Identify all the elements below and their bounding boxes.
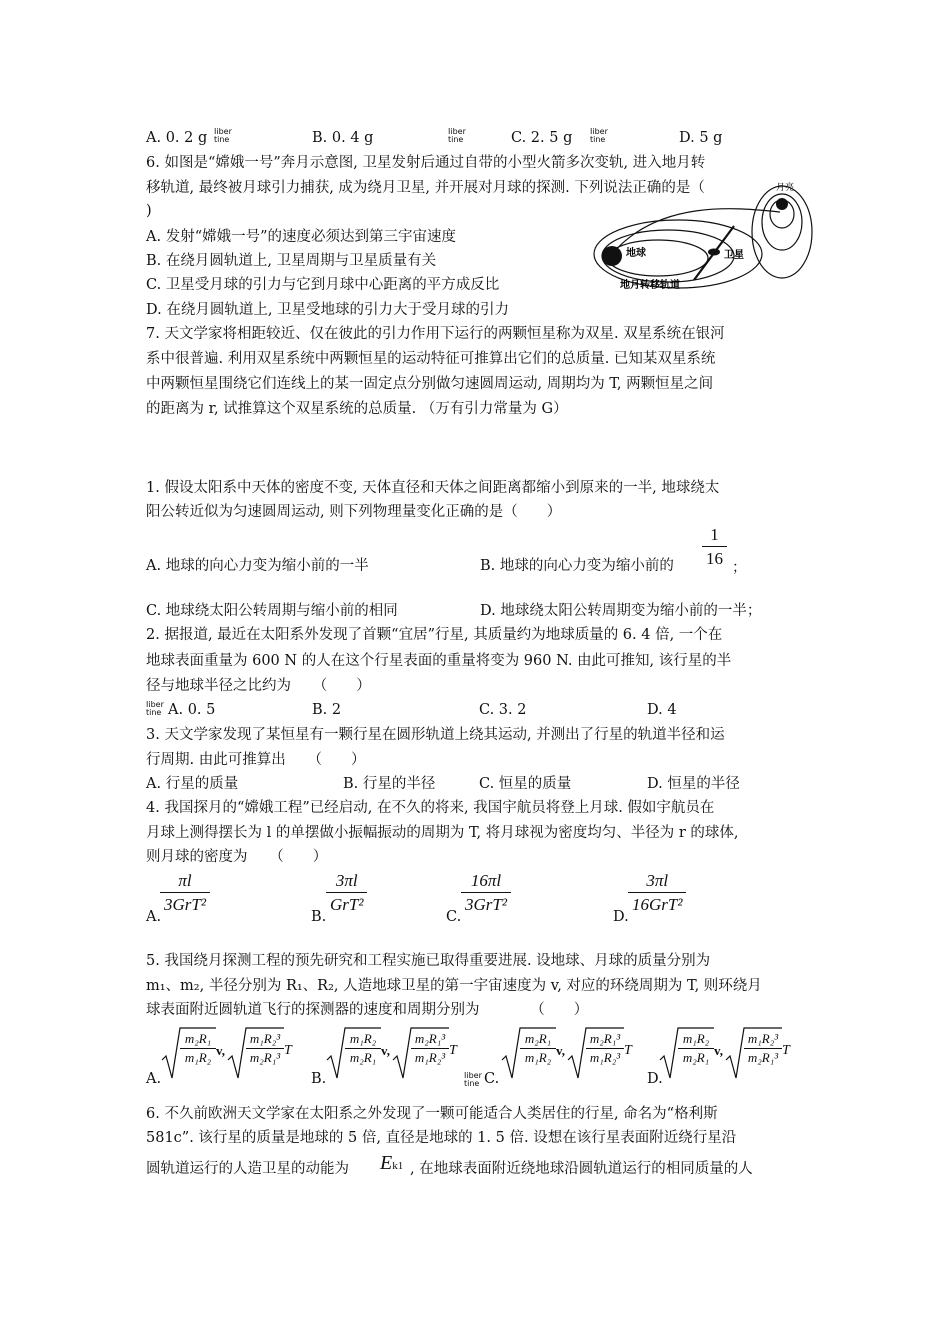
formula-d: m₁R₂ m₂R₁ v, m₁R₂³ m₂R₁³ T [658, 1024, 798, 1084]
option-label: D. [647, 1071, 663, 1087]
transfer-label: 地月转移轨道 [620, 280, 680, 291]
formula-a: πl 3GrT² [160, 870, 210, 917]
question-text: 的距离为 r, 试推算这个双星系统的总质量. （万有引力常量为 G） [146, 401, 568, 417]
option-b: B. 地球的向心力变为缩小前的 [480, 558, 674, 574]
option-a: A. 0. 5 [168, 702, 216, 718]
question-text: 中两颗恒星围绕它们连线上的某一固定点分别做匀速圆周运动, 周期均为 T, 两颗恒星之间 [146, 376, 714, 392]
question-text: 1. 假设太阳系中天体的密度不变, 天体直径和天体之间距离都缩小到原来的一半, 地球绕太 [146, 480, 720, 496]
option-c: C. 3. 2 [479, 702, 527, 718]
option-d: D. 恒星的半径 [647, 776, 740, 792]
option-label: C. [446, 909, 462, 925]
watermark-mark: Iiber tine [464, 1071, 482, 1088]
formula-a: m₂R₁ m₁R₂ v, m₁R₂³ m₂R₁³ T [160, 1024, 300, 1084]
watermark-mark: Iiber tine [448, 127, 466, 144]
option-label: A. [146, 1071, 162, 1087]
satellite-icon [708, 249, 720, 256]
question-text: 581c”. 该行星的质量是地球的 5 倍, 直径是地球的 1. 5 倍. 设想在该行星表面附近绕行星沿 [146, 1130, 737, 1146]
formula-c: m₂R₁ m₁R₂ v, m₂R₁³ m₁R₂³ T [500, 1024, 640, 1084]
option-label: D. [613, 909, 629, 925]
option-b: B. 在绕月圆轨道上, 卫星周期与卫星质量有关 [146, 253, 437, 269]
orbit-diagram [590, 178, 830, 298]
question-text: 球表面附近圆轨道飞行的探测器的速度和周期分别为 （ ） [146, 1002, 589, 1018]
option-label: B. [311, 1071, 327, 1087]
question-text: 圆轨道运行的人造卫星的动能为 [146, 1161, 349, 1177]
fraction: $\frac{1}{16}$ [702, 524, 727, 571]
question-text: 4. 我国探月的“嫦娥工程”已经启动, 在不久的将来, 我国宇航员将登上月球. 假如宇航员在 [146, 800, 715, 816]
option-a: A. 地球的向心力变为缩小前的一半 [146, 558, 369, 574]
earth-orbit-1 [608, 240, 708, 276]
option-d: D. 5 g [679, 130, 723, 146]
option-c: C. 地球绕太阳公转周期与缩小前的相同 [146, 603, 398, 619]
question-text: 2. 据报道, 最近在太阳系外发现了首颗“宜居”行星, 其质量约为地球质量的 6. 4 倍, 一个在 [146, 627, 723, 643]
earth-icon [602, 246, 622, 266]
question-text: 月球上测得摆长为 l 的单摆做小振幅振动的周期为 T, 将月球视为密度均匀、半径为 r 的球体, [146, 825, 739, 841]
option-d: D. 4 [647, 702, 677, 718]
formula-b: m₁R₂ m₂R₁ v, m₂R₁³ m₁R₂³ T [325, 1024, 465, 1084]
option-label: A. [146, 909, 162, 925]
option-a: A. 发射“嫦娥一号”的速度必须达到第三宇宙速度 [146, 229, 457, 245]
option-a: A. 行星的质量 [146, 776, 239, 792]
earth-label: 地球 [626, 248, 646, 259]
question-text: 3. 天文学家发现了某恒星有一颗行星在圆形轨道上绕其运动, 并测出了行星的轨道半径和运 [146, 727, 725, 743]
question-text: 6. 不久前欧洲天文学家在太阳系之外发现了一颗可能适合人类居住的行星, 命名为“格利斯 [146, 1106, 718, 1122]
moon-icon [776, 198, 788, 210]
formula-b: 3πl GrT² [326, 870, 367, 917]
watermark-mark: Iiber tine [214, 127, 232, 144]
question-text: 行周期. 由此可推算出 （ ） [146, 752, 366, 768]
watermark-mark: Iiber tine [146, 700, 164, 717]
question-text: 7. 天文学家将相距较近、仅在彼此的引力作用下运行的两颗恒星称为双星. 双星系统在银河 [146, 326, 725, 342]
question-text: ) [146, 203, 152, 219]
punct: ； [732, 560, 747, 576]
option-label: C. [484, 1071, 500, 1087]
option-label: B. [311, 909, 327, 925]
question-text: , 在地球表面附近绕地球沿圆轨道运行的相同质量的人 [410, 1161, 753, 1177]
option-c: C. 卫星受月球的引力与它到月球中心距离的平方成反比 [146, 277, 500, 293]
watermark-mark: Iiber tine [590, 127, 608, 144]
option-c: C. 2. 5 g [511, 130, 573, 146]
moon-label: 月亮 [776, 183, 795, 193]
formula-c: 16πl 3GrT² [461, 870, 511, 917]
question-text: 5. 我国绕月探测工程的预先研究和工程实施已取得重要进展. 设地球、月球的质量分别为 [146, 953, 711, 969]
option-d: D. 在绕月圆轨道上, 卫星受地球的引力大于受月球的引力 [146, 302, 510, 318]
question-text: 移轨道, 最终被月球引力捕获, 成为绕月卫星, 并开展对月球的探测. 下列说法正确的是（ [146, 180, 705, 196]
option-b: B. 行星的半径 [343, 776, 436, 792]
question-text: 径与地球半径之比约为 （ ） [146, 678, 371, 694]
formula-d: 3πl 16GrT² [628, 870, 686, 917]
option-c: C. 恒星的质量 [479, 776, 572, 792]
option-d: D. 地球绕太阳公转周期变为缩小前的一半； [480, 603, 762, 619]
question-text: m₁、m₂, 半径分别为 R₁、R₂, 人造地球卫星的第一宇宙速度为 v, 对应的环绕周期为 T, 则环绕月 [146, 978, 762, 994]
question-text: 6. 如图是“嫦娥一号”奔月示意图, 卫星发射后通过自带的小型火箭多次变轨, 进入地月转 [146, 155, 706, 171]
satellite-label: 卫星 [724, 250, 744, 261]
kinetic-energy-symbol: Ek1 [380, 1152, 404, 1174]
option-a: A. 0. 2 g [146, 130, 208, 146]
question-text: 地球表面重量为 600 N 的人在这个行星表面的重量将变为 960 N. 由此可推知, 该行星的半 [146, 653, 732, 669]
option-b: B. 0. 4 g [312, 130, 374, 146]
option-b: B. 2 [312, 702, 342, 718]
question-text: 系中很普遍. 利用双星系统中两颗恒星的运动特征可推算出它们的总质量. 已知某双星系统 [146, 351, 716, 367]
question-text: 则月球的密度为 （ ） [146, 849, 328, 865]
question-text: 阳公转近似为匀速圆周运动, 则下列物理量变化正确的是（ ） [146, 504, 562, 520]
